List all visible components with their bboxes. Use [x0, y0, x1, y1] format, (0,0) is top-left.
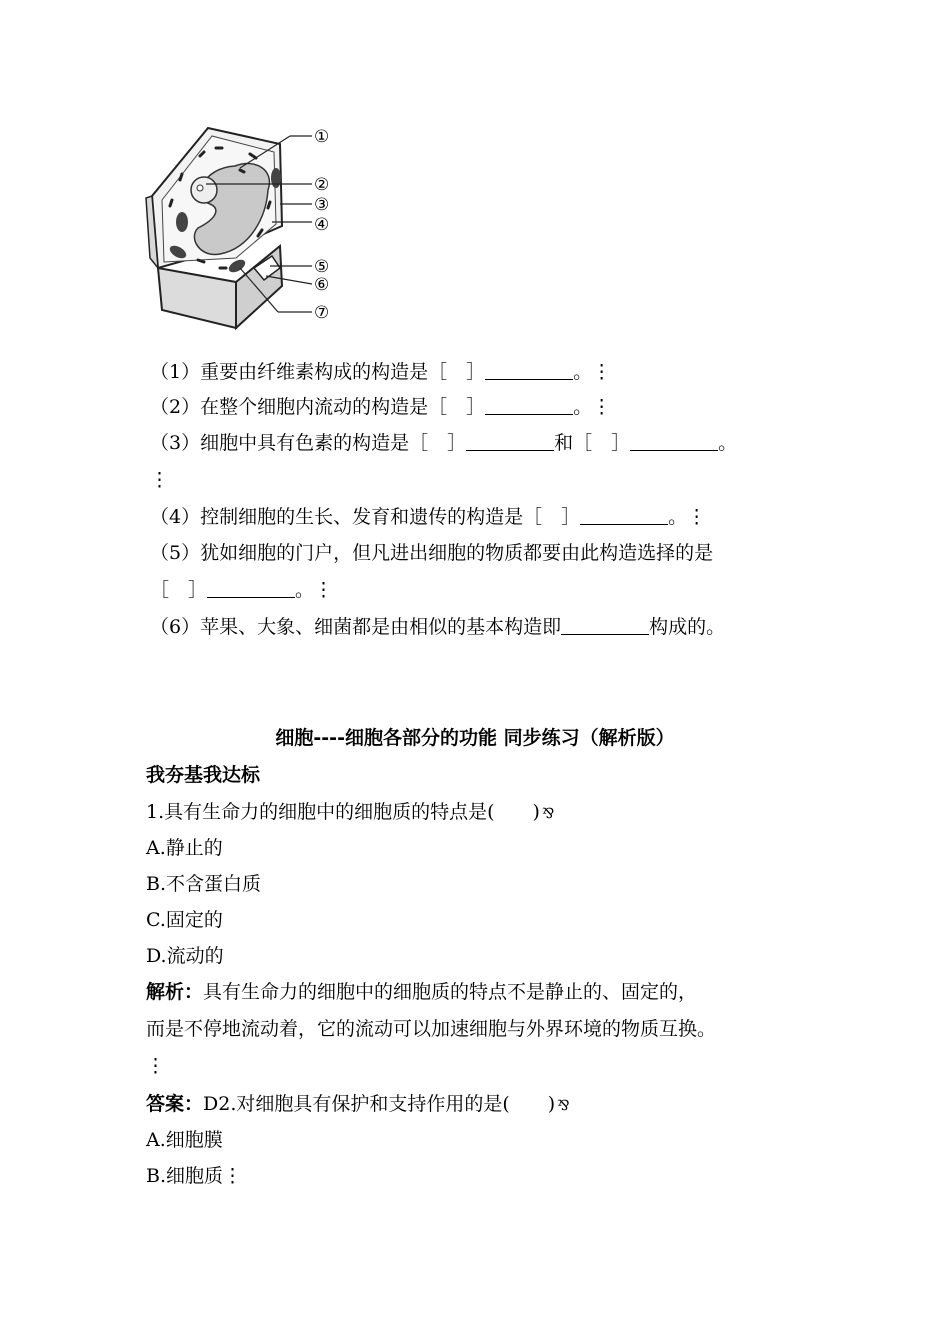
question-1: （1）重要由纤维素构成的构造是［ ］ 。⋮ — [150, 361, 612, 383]
answer-blank — [485, 361, 573, 380]
plant-cell-diagram — [140, 118, 350, 338]
scissors-icon: ⅋ — [541, 806, 555, 822]
label-2: ② — [314, 175, 330, 195]
answer-blank — [580, 506, 668, 525]
question-4: （4）控制细胞的生长、发育和遗传的构造是［ ］ 。⋮ — [150, 506, 707, 528]
analysis-line-2: 而是不停地流动着，它的流动可以加速细胞与外界环境的物质互换。 — [146, 1018, 717, 1040]
answer-blank — [630, 432, 718, 451]
label-7: ⑦ — [314, 303, 330, 323]
exercise-1-stem: 1.具有生命力的细胞中的细胞质的特点是( ) ⅋ — [146, 801, 555, 823]
scissors-icon: ⅋ — [557, 1098, 570, 1114]
question-5-continuation: ［ ］ 。⋮ — [150, 579, 334, 601]
option-d: D.流动的 — [146, 945, 224, 967]
answer-blank — [561, 616, 649, 635]
section-title: 细胞----细胞各部分的功能 同步练习（解析版） — [275, 727, 675, 749]
question-6: （6）苹果、大象、细菌都是由相似的基本构造即 构成的。 — [150, 616, 726, 638]
analysis-line-1: 解析：具有生命力的细胞中的细胞质的特点不是静止的、固定的， — [146, 981, 698, 1003]
subheading: 我夯基我达标 — [146, 764, 261, 786]
label-1: ① — [314, 127, 330, 147]
option-a: A.静止的 — [146, 837, 223, 859]
answer-blank — [485, 396, 573, 415]
question-3-continuation: ⋮ — [150, 469, 169, 491]
answer-label: 答案： — [146, 1093, 204, 1115]
exercise-2-option-b: B.细胞质⋮ — [146, 1165, 243, 1187]
exercise-2-option-a: A.细胞膜 — [146, 1129, 223, 1151]
label-4: ④ — [314, 215, 330, 235]
question-3: （3）细胞中具有色素的构造是［ ］ 和［ ］ 。 — [150, 432, 738, 454]
answer-blank — [207, 579, 295, 598]
analysis-continuation: ⋮ — [146, 1055, 165, 1077]
question-2: （2）在整个细胞内流动的构造是［ ］ 。⋮ — [150, 396, 612, 418]
answer-line: 答案：D2.对细胞具有保护和支持作用的是( ) ⅋ — [146, 1093, 570, 1115]
answer-blank — [466, 432, 554, 451]
analysis-label: 解析： — [146, 981, 204, 1003]
question-5: （5）犹如细胞的门户，但凡进出细胞的物质都要由此构造选择的是 — [150, 542, 714, 564]
label-5: ⑤ — [314, 257, 330, 277]
option-c: C.固定的 — [146, 909, 223, 931]
label-6: ⑥ — [314, 275, 330, 295]
label-3: ③ — [314, 195, 330, 215]
option-b: B.不含蛋白质 — [146, 873, 262, 895]
